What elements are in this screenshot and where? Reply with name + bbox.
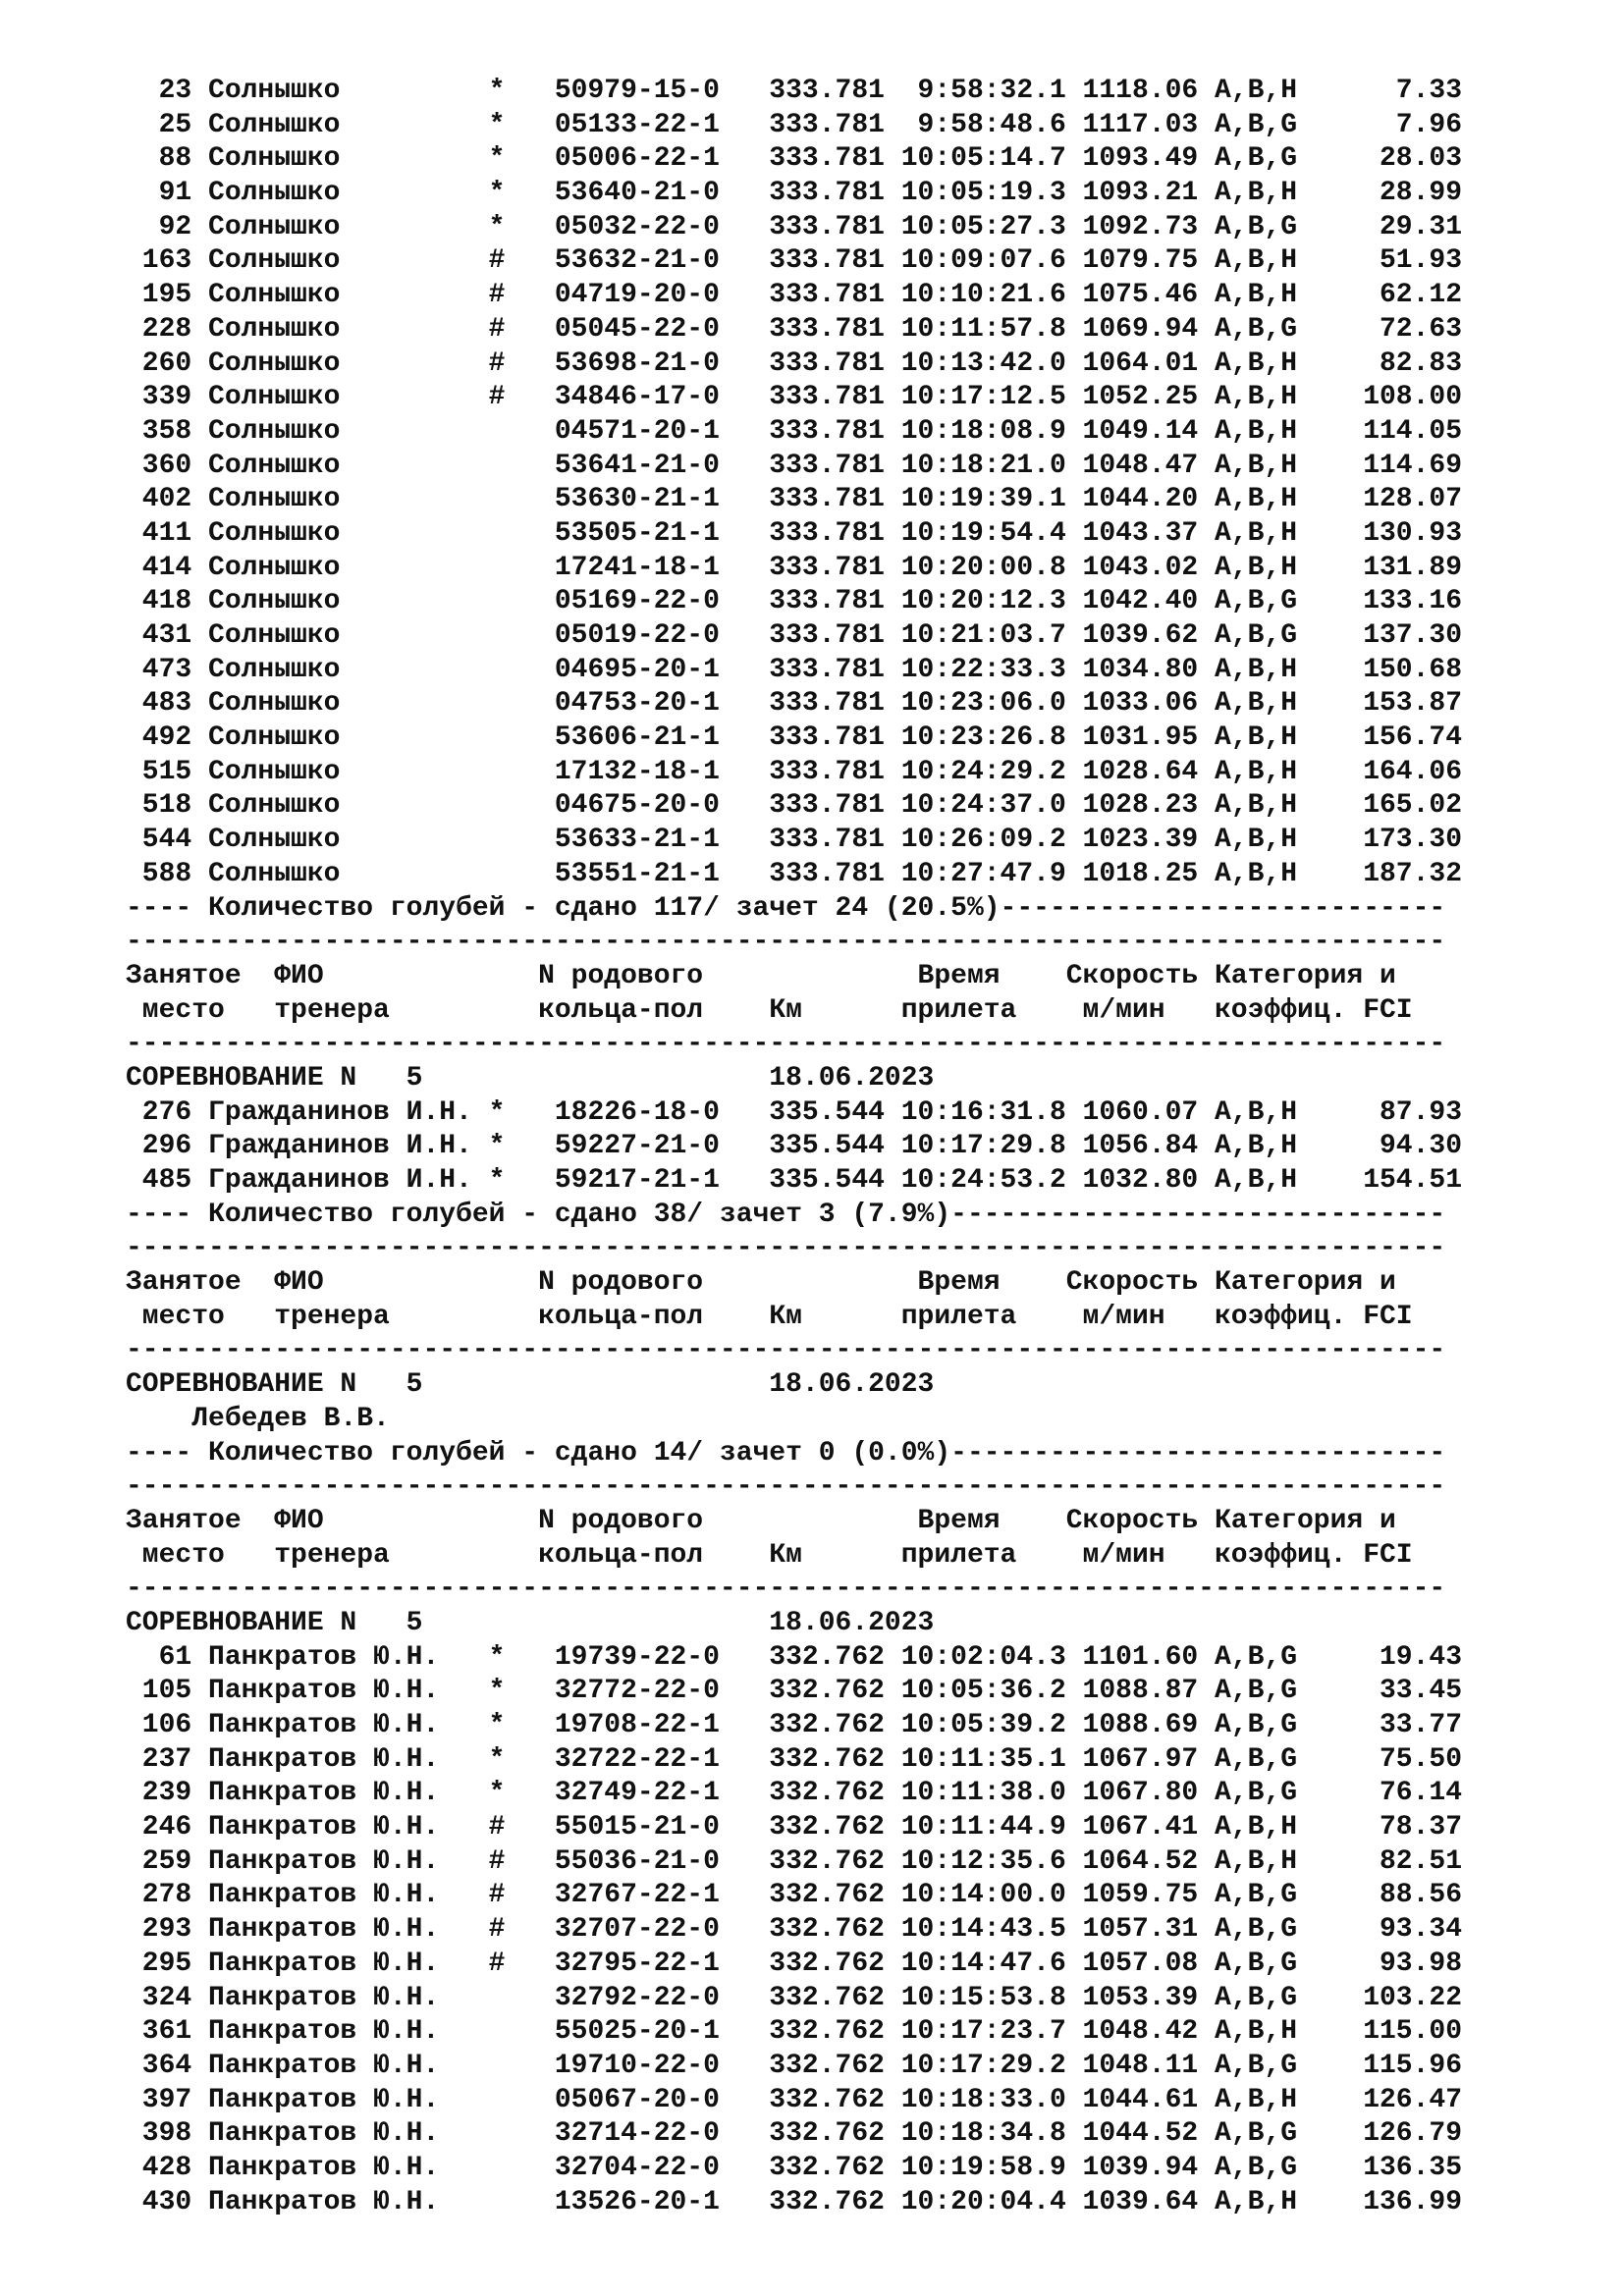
report-line: Лебедев В.В. [126, 1403, 390, 1434]
report-line: 414 Солнышко 17241-18-1 333.781 10:20:00.8 1043.02 A,B,H 131.89 [126, 552, 1463, 583]
report-line: 492 Солнышко 53606-21-1 333.781 10:23:26.8 1031.95 A,B,H 156.74 [126, 722, 1463, 754]
summary-line: -------------------------------------------------------------------------------- [126, 1574, 1446, 1605]
report-line: 402 Солнышко 53630-21-1 333.781 10:19:39.1 1044.20 A,B,H 128.07 [126, 484, 1463, 515]
competition-header: СОРЕВНОВАНИЕ N 5 18.06.2023 [126, 1607, 935, 1638]
report-line: 428 Панкратов Ю.Н. 32704-22-0 332.762 10:19:58.9 1039.94 A,B,G 136.35 [126, 2152, 1463, 2183]
report-line: 296 Гражданинов И.Н. * 59227-21-0 335.544 10:17:29.8 1056.84 A,B,H 94.30 [126, 1131, 1463, 1162]
report-line: 544 Солнышко 53633-21-1 333.781 10:26:09.2 1023.39 A,B,H 173.30 [126, 825, 1463, 856]
competition-header: СОРЕВНОВАНИЕ N 5 18.06.2023 [126, 1369, 935, 1401]
results-listing [126, 75, 1462, 2219]
report-line: 515 Солнышко 17132-18-1 333.781 10:24:29.2 1028.64 A,B,H 164.06 [126, 756, 1463, 787]
report-line: 91 Солнышко * 53640-21-0 333.781 10:05:19.3 1093.21 A,B,H 28.99 [126, 178, 1463, 209]
report-line: место тренера кольца-пол Км прилета м/мин коэффиц. FCI [126, 1539, 1413, 1571]
report-line: 295 Панкратов Ю.Н. # 32795-22-1 332.762 10:14:47.6 1057.08 A,B,G 93.98 [126, 1948, 1463, 1979]
report-line: 25 Солнышко * 05133-22-1 333.781 9:58:48.6 1117.03 A,B,G 7.96 [126, 109, 1463, 140]
report-line: 23 Солнышко * 50979-15-0 333.781 9:58:32.1 1118.06 A,B,H 7.33 [126, 76, 1463, 106]
summary-line: -------------------------------------------------------------------------------- [126, 1335, 1446, 1366]
report-line: 485 Гражданинов И.Н. * 59217-21-1 335.544 10:24:53.2 1032.80 A,B,H 154.51 [126, 1165, 1463, 1196]
report-line: место тренера кольца-пол Км прилета м/мин коэффиц. FCI [126, 994, 1413, 1026]
report-line: 518 Солнышко 04675-20-0 333.781 10:24:37.0 1028.23 A,B,H 165.02 [126, 790, 1463, 822]
report-line: 430 Панкратов Ю.Н. 13526-20-1 332.762 10:20:04.4 1039.64 A,B,H 136.99 [126, 2186, 1463, 2217]
report-line: 483 Солнышко 04753-20-1 333.781 10:23:06.0 1033.06 A,B,H 153.87 [126, 688, 1463, 720]
report-line: 360 Солнышко 53641-21-0 333.781 10:18:21.0 1048.47 A,B,H 114.69 [126, 450, 1463, 481]
report-line: Занятое ФИО N родового Время Скорость Категория и [126, 1267, 1396, 1299]
report-line: 339 Солнышко # 34846-17-0 333.781 10:17:12.5 1052.25 A,B,H 108.00 [126, 382, 1463, 413]
report-line: 237 Панкратов Ю.Н. * 32722-22-1 332.762 10:11:35.1 1067.97 A,B,G 75.50 [126, 1743, 1463, 1775]
report-line: 239 Панкратов Ю.Н. * 32749-22-1 332.762 10:11:38.0 1067.80 A,B,G 76.14 [126, 1778, 1463, 1809]
report-line: 195 Солнышко # 04719-20-0 333.781 10:10:21.6 1075.46 A,B,H 62.12 [126, 280, 1463, 311]
report-line: 88 Солнышко * 05006-22-1 333.781 10:05:14.7 1093.49 A,B,G 28.03 [126, 143, 1463, 175]
report-line: Занятое ФИО N родового Время Скорость Категория и [126, 1505, 1396, 1536]
report-line: 293 Панкратов Ю.Н. # 32707-22-0 332.762 10:14:43.5 1057.31 A,B,G 93.34 [126, 1914, 1463, 1946]
report-line: Занятое ФИО N родового Время Скорость Категория и [126, 960, 1396, 991]
report-line: 106 Панкратов Ю.Н. * 19708-22-1 332.762 10:05:39.2 1088.69 A,B,G 33.77 [126, 1710, 1463, 1740]
summary-line: -------------------------------------------------------------------------------- [126, 1233, 1446, 1264]
report-line: 398 Панкратов Ю.Н. 32714-22-0 332.762 10:18:34.8 1044.52 A,B,G 126.79 [126, 2118, 1463, 2150]
report-line: 246 Панкратов Ю.Н. # 55015-21-0 332.762 10:11:44.9 1067.41 A,B,H 78.37 [126, 1812, 1463, 1843]
report-line: 358 Солнышко 04571-20-1 333.781 10:18:08.9 1049.14 A,B,H 114.05 [126, 415, 1463, 447]
report-line: 260 Солнышко # 53698-21-0 333.781 10:13:42.0 1064.01 A,B,H 82.83 [126, 347, 1463, 379]
report-line: 473 Солнышко 04695-20-1 333.781 10:22:33.3 1034.80 A,B,H 150.68 [126, 654, 1463, 685]
summary-line: -------------------------------------------------------------------------------- [126, 1471, 1446, 1503]
report-line: 92 Солнышко * 05032-22-0 333.781 10:05:27.3 1092.73 A,B,G 29.31 [126, 211, 1463, 242]
competition-header: СОРЕВНОВАНИЕ N 5 18.06.2023 [126, 1062, 935, 1094]
report-line: 228 Солнышко # 05045-22-0 333.781 10:11:57.8 1069.94 A,B,G 72.63 [126, 313, 1463, 345]
report-line: 61 Панкратов Ю.Н. * 19739-22-0 332.762 10:02:04.3 1101.60 A,B,G 19.43 [126, 1641, 1463, 1673]
report-line: 105 Панкратов Ю.Н. * 32772-22-0 332.762 10:05:36.2 1088.87 A,B,G 33.45 [126, 1676, 1463, 1707]
summary-line: ---- Количество голубей - сдано 38/ зачет 3 (7.9%)------------------------------ [126, 1199, 1446, 1230]
report-line: 588 Солнышко 53551-21-1 333.781 10:27:47.9 1018.25 A,B,H 187.32 [126, 858, 1463, 889]
report-line: 276 Гражданинов И.Н. * 18226-18-0 335.544 10:16:31.8 1060.07 A,B,H 87.93 [126, 1096, 1463, 1128]
summary-line: ---- Количество голубей - сдано 14/ зачет 0 (0.0%)------------------------------ [126, 1437, 1446, 1468]
report-line: 278 Панкратов Ю.Н. # 32767-22-1 332.762 10:14:00.0 1059.75 A,B,G 88.56 [126, 1880, 1463, 1911]
report-line: место тренера кольца-пол Км прилета м/мин коэффиц. FCI [126, 1301, 1413, 1332]
report-line: 411 Солнышко 53505-21-1 333.781 10:19:54.4 1043.37 A,B,H 130.93 [126, 517, 1463, 549]
summary-line: -------------------------------------------------------------------------------- [126, 1029, 1446, 1060]
report-line: 324 Панкратов Ю.Н. 32792-22-0 332.762 10:15:53.8 1053.39 A,B,G 103.22 [126, 1982, 1463, 2013]
summary-line: ---- Количество голубей - сдано 117/ зачет 24 (20.5%)--------------------------- [126, 892, 1446, 924]
report-line: 431 Солнышко 05019-22-0 333.781 10:21:03.7 1039.62 A,B,G 137.30 [126, 620, 1463, 651]
report-line: 364 Панкратов Ю.Н. 19710-22-0 332.762 10:17:29.2 1048.11 A,B,G 115.96 [126, 2050, 1463, 2081]
report-line: 418 Солнышко 05169-22-0 333.781 10:20:12.3 1042.40 A,B,G 133.16 [126, 586, 1463, 617]
report-line: 397 Панкратов Ю.Н. 05067-20-0 332.762 10:18:33.0 1044.61 A,B,H 126.47 [126, 2084, 1463, 2115]
report-line: 163 Солнышко # 53632-21-0 333.781 10:09:07.6 1079.75 A,B,H 51.93 [126, 245, 1463, 277]
report-line: 259 Панкратов Ю.Н. # 55036-21-0 332.762 10:12:35.6 1064.52 A,B,H 82.51 [126, 1845, 1463, 1877]
report-line: 361 Панкратов Ю.Н. 55025-20-1 332.762 10:17:23.7 1048.42 A,B,H 115.00 [126, 2016, 1463, 2048]
summary-line: -------------------------------------------------------------------------------- [126, 927, 1446, 958]
